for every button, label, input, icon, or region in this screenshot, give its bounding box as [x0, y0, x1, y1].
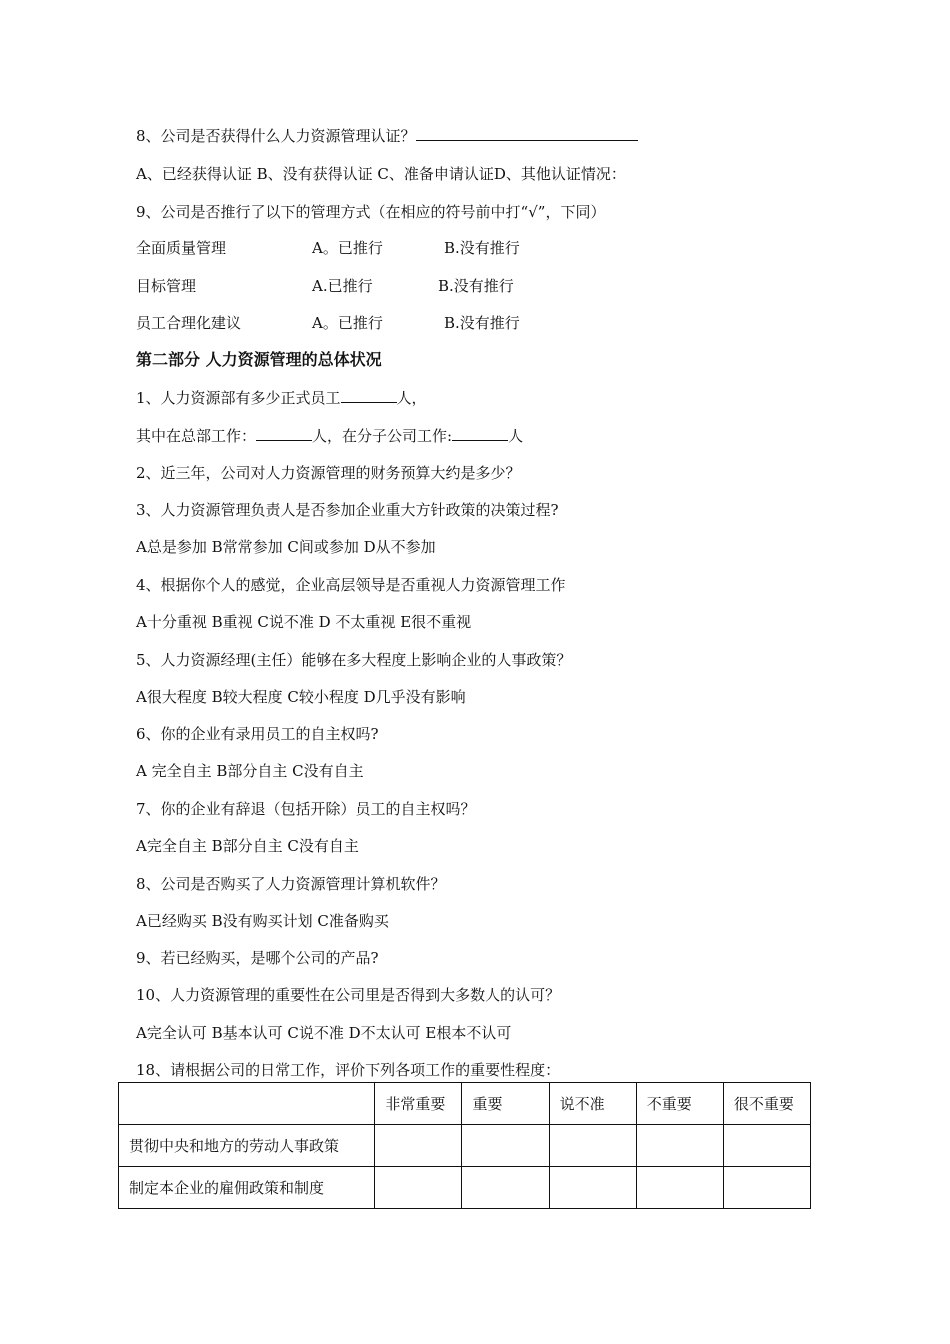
rating-cell[interactable] [549, 1167, 636, 1209]
s2-question-7: 7、你的企业有辞退（包括开除）员工的自主权吗？ [136, 800, 476, 818]
rating-cell[interactable] [375, 1167, 462, 1209]
rating-cell[interactable] [636, 1167, 723, 1209]
method-row [136, 276, 514, 296]
table-row-label: 制定本企业的雇佣政策和制度 [119, 1167, 375, 1209]
answer-blank[interactable] [416, 126, 638, 141]
question-8-options: A、已经获得认证 B、没有获得认证 C、准备申请认证D、其他认证情况： [136, 165, 626, 183]
table-header-cell: 非常重要 [375, 1083, 462, 1125]
rating-cell[interactable] [723, 1125, 810, 1167]
table-header-cell: 重要 [462, 1083, 549, 1125]
s2-question-4-options[interactable]: A十分重视 B重视 C说不准 D 不太重视 E很不重视 [136, 613, 472, 631]
option-a[interactable]: A。已推行 [312, 239, 383, 257]
table-row [119, 1167, 811, 1209]
method-label: 目标管理 [136, 277, 197, 295]
importance-table [118, 1082, 811, 1209]
question-text: 人，在分子公司工作: [312, 427, 453, 445]
option-b[interactable]: B.没有推行 [444, 239, 520, 257]
s2-question-4: 4、根据你个人的感觉，企业高层领导是否重视人力资源管理工作 [136, 576, 566, 594]
question-text: 8、公司是否获得什么人力资源管理认证？ [136, 127, 416, 145]
rating-cell[interactable] [462, 1167, 549, 1209]
table-header-row [119, 1083, 811, 1125]
s2-question-5: 5、人力资源经理(主任）能够在多大程度上影响企业的人事政策？ [136, 651, 572, 669]
s2-question-3: 3、人力资源管理负责人是否参加企业重大方针政策的决策过程? [136, 501, 559, 519]
s2-question-6-options[interactable]: A 完全自主 B部分自主 C没有自主 [136, 762, 364, 780]
question-9: 9、公司是否推行了以下的管理方式（在相应的符号前中打“√”，下同） [136, 203, 606, 221]
method-row [136, 238, 520, 258]
question-8-cert [136, 126, 638, 146]
option-b[interactable]: B.没有推行 [444, 314, 520, 332]
section-title: 第二部分 人力资源管理的总体状况 [136, 350, 382, 369]
answer-blank[interactable] [452, 426, 508, 441]
table-row [119, 1125, 811, 1167]
s2-question-10-options[interactable]: A完全认可 B基本认可 C说不准 D不太认可 E根本不认可 [136, 1024, 512, 1042]
s2-question-9: 9、若已经购买，是哪个公司的产品? [136, 949, 379, 967]
s2-question-2: 2、近三年，公司对人力资源管理的财务预算大约是多少？ [136, 464, 521, 482]
method-row [136, 313, 520, 333]
question-text: 其中在总部工作： [136, 427, 257, 445]
rating-cell[interactable] [723, 1167, 810, 1209]
s2-question-1-detail [136, 426, 523, 446]
table-row-label: 贯彻中央和地方的劳动人事政策 [119, 1125, 375, 1167]
method-label: 员工合理化建议 [136, 314, 242, 332]
question-text: 1、人力资源部有多少正式员工 [136, 389, 341, 407]
table-header-cell [119, 1083, 375, 1125]
s2-question-6: 6、你的企业有录用员工的自主权吗? [136, 725, 379, 743]
table-header-cell: 很不重要 [723, 1083, 810, 1125]
question-text: 人， [396, 389, 427, 407]
rating-cell[interactable] [549, 1125, 636, 1167]
rating-cell[interactable] [636, 1125, 723, 1167]
rating-cell[interactable] [462, 1125, 549, 1167]
question-text: 人 [508, 427, 524, 445]
s2-question-8: 8、公司是否购买了人力资源管理计算机软件？ [136, 875, 446, 893]
s2-question-7-options[interactable]: A完全自主 B部分自主 C没有自主 [136, 837, 359, 855]
s2-question-8-options[interactable]: A已经购买 B没有购买计划 C准备购买 [136, 912, 389, 930]
option-b[interactable]: B.没有推行 [438, 277, 514, 295]
answer-blank[interactable] [256, 426, 312, 441]
table-header-cell: 不重要 [636, 1083, 723, 1125]
s2-question-3-options[interactable]: A总是参加 B常常参加 C间或参加 D从不参加 [136, 538, 436, 556]
option-a[interactable]: A。已推行 [312, 314, 383, 332]
answer-blank[interactable] [341, 388, 397, 403]
s2-question-10: 10、人力资源管理的重要性在公司里是否得到大多数人的认可？ [136, 986, 561, 1004]
s2-question-18: 18、请根据公司的日常工作，评价下列各项工作的重要性程度： [136, 1061, 561, 1079]
method-label: 全面质量管理 [136, 239, 227, 257]
s2-question-1 [136, 388, 427, 408]
table-header-cell: 说不准 [549, 1083, 636, 1125]
option-a[interactable]: A.已推行 [312, 277, 373, 295]
rating-cell[interactable] [375, 1125, 462, 1167]
s2-question-5-options[interactable]: A很大程度 B较大程度 C较小程度 D几乎没有影响 [136, 688, 466, 706]
